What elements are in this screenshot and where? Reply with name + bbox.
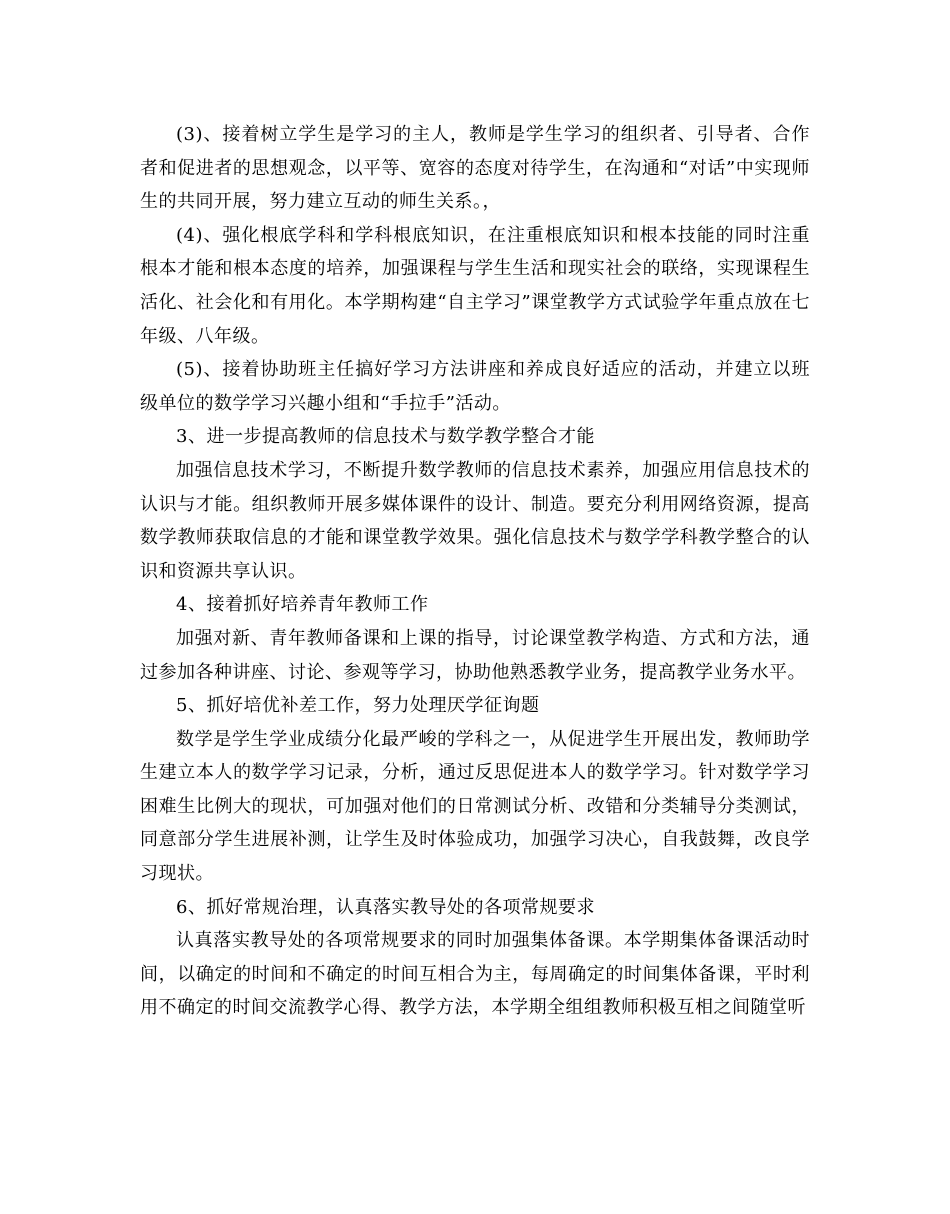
paragraph-item-4: (4)、强化根底学科和学科根底知识，在注重根底知识和根本技能的同时注重根本才能和根本态度的培养，加强课程与学生生活和现实社会的联络，实现课程生活化、社会化和有用化。本学期构建“自主学习”课堂教学方式试验学年重点放在七年级、八年级。 — [140, 224, 810, 347]
section-heading-6: 6、抓好常规治理，认真落实教导处的各项常规要求 — [176, 896, 595, 918]
section-heading-5: 5、抓好培优补差工作，努力处理厌学征询题 — [176, 695, 540, 717]
paragraph-item-3: (3)、接着树立学生是学习的主人，教师是学生学习的组织者、引导者、合作者和促进者的思想观念，以平等、宽容的态度对待学生，在沟通和“对话”中实现师生的共同开展，努力建立互动的师生关系。， — [140, 124, 810, 213]
paragraph-it-integration: 加强信息技术学习，不断提升数学教师的信息技术素养，加强应用信息技术的认识与才能。组织教师开展多媒体课件的设计、制造。要充分利用网络资源，提高数学教师获取信息的才能和课堂教学效果。强化信息技术与数学学科教学整合的认识和资源共享认识。 — [140, 459, 810, 582]
section-heading-3: 3、进一步提高教师的信息技术与数学教学整合才能 — [176, 426, 595, 448]
section-heading-4: 4、接着抓好培养青年教师工作 — [176, 594, 429, 616]
paragraph-item-5: (5)、接着协助班主任搞好学习方法讲座和养成良好适应的活动，并建立以班级单位的数学学习兴趣小组和“手拉手”活动。 — [140, 359, 810, 414]
paragraph-routine-management: 认真落实教导处的各项常规要求的同时加强集体备课。本学期集体备课活动时间，以确定的时间和不确定的时间互相合为主，每周确定的时间集体备课，平时利用不确定的时间交流教学心得、教学方法，本学期全组组教师积极互相之间随堂听 — [140, 930, 810, 1019]
paragraph-tutoring: 数学是学生学业成绩分化最严峻的学科之一，从促进学生开展出发，教师助学生建立本人的数学学习记录，分析，通过反思促进本人的数学学习。针对数学学习困难生比例大的现状，可加强对他们的日常测试分析、改错和分类辅导分类测试，同意部分学生进展补测，让学生及时体验成功，加强学习决心，自我鼓舞，改良学习现状。 — [140, 728, 810, 885]
document-body — [140, 118, 810, 1025]
paragraph-young-teachers: 加强对新、青年教师备课和上课的指导，讨论课堂教学构造、方式和方法，通过参加各种讲座、讨论、参观等学习，协助他熟悉教学业务，提高教学业务水平。 — [140, 627, 810, 683]
